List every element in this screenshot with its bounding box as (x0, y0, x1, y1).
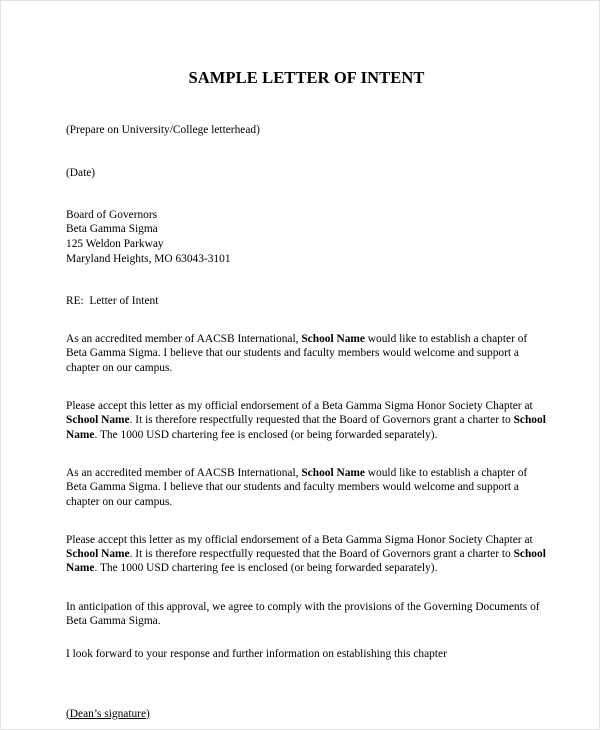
recipient-line-organization: Board of Governors (66, 208, 158, 221)
paragraph-1-school-name: School Name (301, 333, 365, 346)
paragraph-4-school-name-1: School Name (66, 548, 130, 561)
paragraph-2-text-c: . The 1000 USD chartering fee is enclosed (or being forwarded separately). (94, 428, 438, 441)
paragraph-2-school-name-2: School Name (66, 414, 546, 441)
paragraph-3-school-name: School Name (301, 466, 365, 479)
paragraph-4-school-name-2: School Name (66, 548, 546, 575)
dean-signature-placeholder: (Dean’s signature) (66, 707, 150, 720)
paragraph-1-text-a: As an accredited member of AACSB International, (66, 333, 302, 346)
recipient-line-society: Beta Gamma Sigma (66, 223, 158, 236)
subject-line: RE: Letter of Intent (66, 295, 159, 308)
recipient-line-street: 125 Weldon Parkway (66, 237, 164, 250)
paragraph-2-text-a: Please accept this letter as my official endorsement of a Beta Gamma Sigma Honor Society Chapter at (66, 400, 533, 413)
paragraph-2-school-name-1: School Name (66, 414, 130, 427)
recipient-address-block (66, 180, 547, 266)
paragraph-1 (66, 308, 547, 375)
date-placeholder: (Date) (66, 166, 96, 179)
paragraph-4 (66, 509, 547, 576)
page-title: SAMPLE LETTER OF INTENT (188, 68, 425, 87)
paragraph-3-text-a: As an accredited member of AACSB International, (66, 466, 302, 479)
paragraph-3-text-b: would like to establish a chapter of Beta Gamma Sigma. I believe that our students and faculty members would welcome and support a chapter on our campus. (66, 466, 528, 508)
paragraph-4-text-a: Please accept this letter as my official endorsement of a Beta Gamma Sigma Honor Society Chapter at (66, 533, 533, 546)
document-body (66, 1, 547, 721)
paragraph-2-text-b: . It is therefore respectfully requested that the Board of Governors grant a charter to (129, 414, 514, 427)
paragraph-4-text-b: . It is therefore respectfully requested that the Board of Governors grant a charter to (129, 548, 514, 561)
signature-block (66, 662, 547, 721)
letterhead-instruction: (Prepare on University/College letterhead) (66, 123, 260, 136)
paragraph-2 (66, 375, 547, 442)
paragraph-6-closing: I look forward to your response and further information on establishing this chapter (66, 648, 447, 661)
paragraph-3 (66, 442, 547, 509)
paragraph-5-governing-documents: In anticipation of this approval, we agree to comply with the provisions of the Governing Documents of Beta Gamma Sigma. (66, 600, 540, 628)
recipient-line-city-state-zip: Maryland Heights, MO 63043-3101 (66, 252, 231, 265)
paragraph-4-text-c: . The 1000 USD chartering fee is enclosed (or being forwarded separately). (94, 562, 438, 575)
paragraph-1-text-b: would like to establish a chapter of Beta Gamma Sigma. I believe that our students and faculty members would welcome and support a chapter on our campus. (66, 333, 528, 374)
